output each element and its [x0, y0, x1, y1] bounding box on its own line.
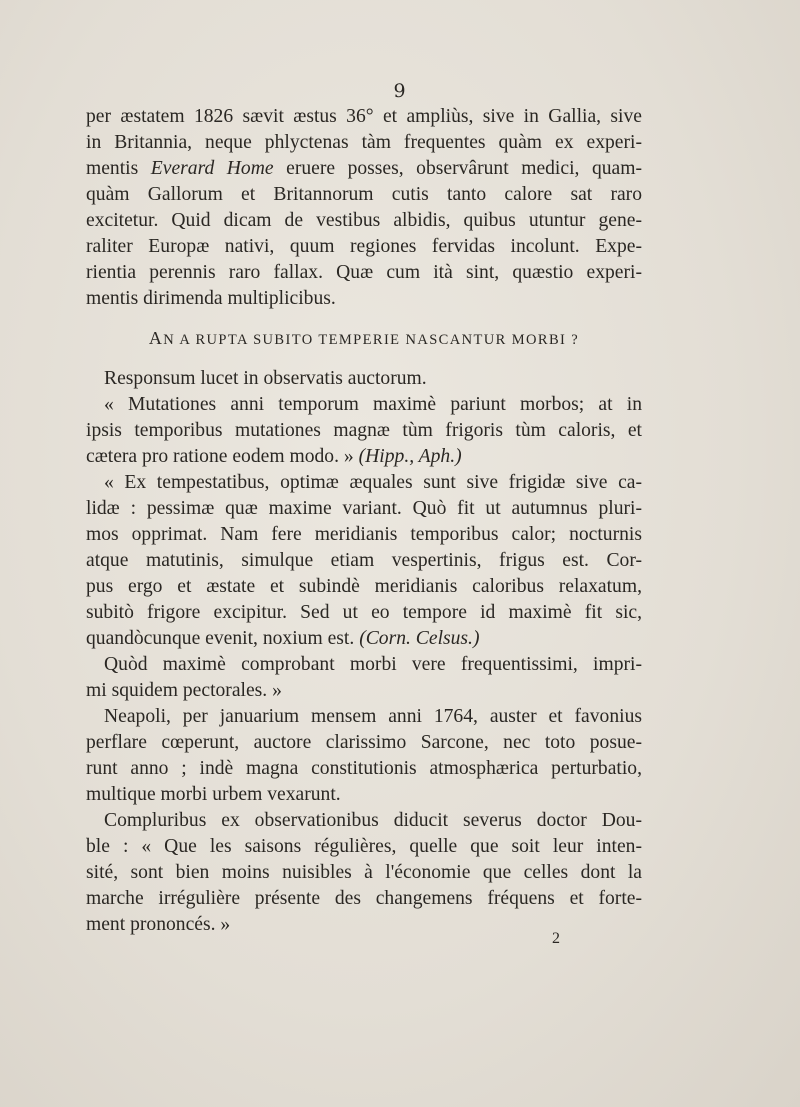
citation-hippocrates: (Hipp., Aph.) — [358, 446, 462, 467]
text-line: perflare cœperunt, auctore clarissimo Sarcone, nec toto posue- — [86, 732, 642, 753]
text-line: sité, sont bien moins nuisibles à l'économie que celles dont la — [86, 862, 642, 883]
author-name-everard-home: Everard Home — [150, 158, 274, 179]
text-line: « Ex tempestatibus, optimæ æquales sunt sive frigidæ sive ca- — [104, 472, 642, 493]
text-line: runt anno ; indè magna constitutionis atmosphærica perturbatio, — [86, 758, 642, 779]
text-line: raliter Europæ nativi, quum regiones fervidas incolunt. Expe- — [86, 236, 642, 257]
text-line: excitetur. Quid dicam de vestibus albidis, quibus utuntur gene- — [86, 210, 642, 231]
text-line: marche irrégulière présente des changemens fréquens et forte- — [86, 888, 642, 909]
paragraph-phlyctenas — [86, 104, 642, 312]
text-line: quàm Gallorum et Britannorum cutis tanto calore sat raro — [86, 184, 642, 205]
text-line: ment prononcés. » — [86, 914, 231, 935]
text-line: atque matutinis, simulque etiam vespertinis, frigus est. Cor- — [86, 550, 642, 571]
text-line: pus ergo et æstate et subindè meridianis caloribus relaxatum, — [86, 576, 642, 597]
text-line: mentis dirimenda multiplicibus. — [86, 288, 336, 309]
text-line: Compluribus ex observationibus diducit severus doctor Dou- — [104, 810, 642, 831]
text-line: ble : « Que les saisons régulières, quelle que soit leur inten- — [86, 836, 642, 857]
text-line: cætera pro ratione eodem modo. » (Hipp., Aph.) — [86, 446, 462, 467]
text-line: per æstatem 1826 sævit æstus 36° et ampliùs, sive in Gallia, sive — [86, 106, 642, 127]
citation-celsus: (Corn. Celsus.) — [359, 628, 480, 649]
text-line: in Britannia, neque phlyctenas tàm frequentes quàm ex experi- — [86, 132, 642, 153]
text-line: subitò frigore excipitur. Sed ut eo tempore id maximè fit sic, — [86, 602, 642, 623]
text-line: Responsum lucet in observatis auctorum. — [104, 368, 427, 389]
text-line: lidæ : pessimæ quæ maxime variant. Quò fit ut autumnus pluri- — [86, 498, 642, 519]
text-line: multique morbi urbem vexarunt. — [86, 784, 341, 805]
text-line: quandòcunque evenit, noxium est. (Corn. Celsus.) — [86, 628, 480, 649]
signature-mark: 2 — [552, 930, 560, 947]
text-line: mos opprimat. Nam fere meridianis temporibus calor; nocturnis — [86, 524, 642, 545]
text-line: Neapoli, per januarium mensem anni 1764, auster et favonius — [104, 706, 642, 727]
text-line: ipsis temporibus mutationes magnæ tùm frigoris tùm caloris, et — [86, 420, 642, 441]
page-number: 9 — [393, 80, 407, 102]
section-heading: AN A RUPTA SUBITO TEMPERIE NASCANTUR MORBI ? — [148, 328, 580, 348]
text-line: Quòd maximè comprobant morbi vere frequentissimi, impri- — [104, 654, 642, 675]
text-line: mi squidem pectorales. » — [86, 680, 282, 701]
paragraph-morbi — [86, 366, 642, 938]
text-line: « Mutationes anni temporum maximè pariunt morbos; at in — [104, 394, 642, 415]
text-line: rientia perennis raro fallax. Quæ cum ità sint, quæstio experi- — [86, 262, 642, 283]
text-line: mentis Everard Home eruere posses, observârunt medici, quam- — [86, 158, 642, 179]
